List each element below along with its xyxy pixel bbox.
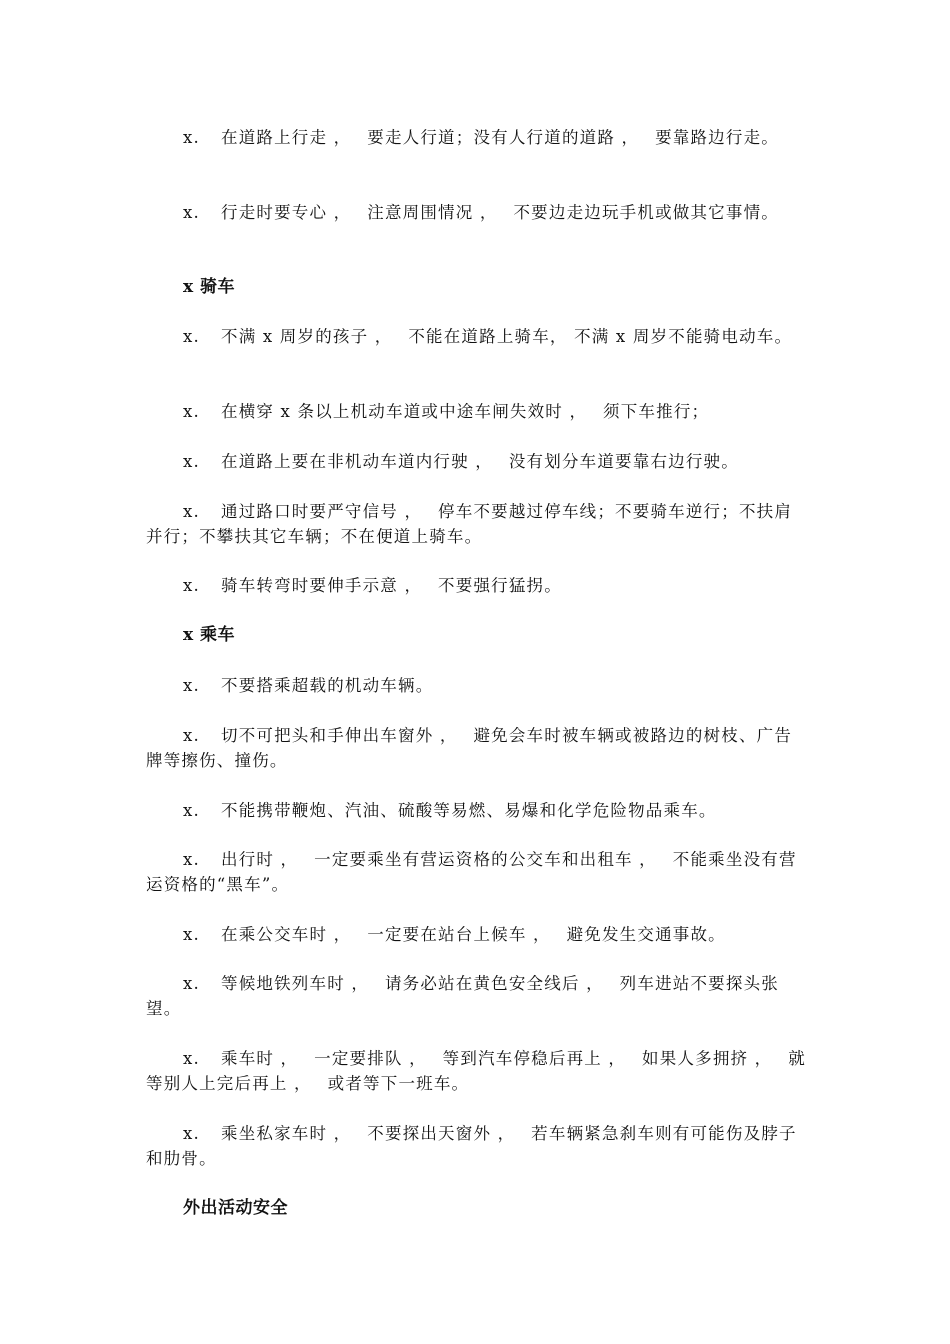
riding-item-2 xyxy=(146,723,808,773)
section-heading-outdoor: 外出活动安全 xyxy=(183,1198,288,1218)
item-number: x. xyxy=(183,402,200,421)
item-number: x. xyxy=(183,801,200,820)
riding-item-6 xyxy=(146,971,808,1021)
item-text: 骑车转弯时要伸手示意 ， 不要强行猛拐。 xyxy=(221,576,562,595)
riding-item-1 xyxy=(146,673,808,698)
item-number: x. xyxy=(183,1049,200,1068)
item-number: x. xyxy=(183,502,200,521)
item-number: x. xyxy=(183,203,200,222)
riding-item-5 xyxy=(146,922,808,947)
item-text: 在乘公交车时 ， 一定要在站台上候车 ， 避免发生交通事故。 xyxy=(221,925,726,944)
riding-item-3 xyxy=(146,798,808,823)
section-heading-riding: x 乘车 xyxy=(183,625,236,645)
item-text: 在横穿 x 条以上机动车道或中途车闸失效时 ， 须下车推行； xyxy=(221,402,710,421)
item-text: 出行时 ， 一定要乘坐有营运资格的公交车和出租车 ， 不能乘坐没有营运资格的“黑车”。 xyxy=(146,850,797,894)
item-number: x. xyxy=(183,327,200,346)
item-text: 不要搭乘超载的机动车辆。 xyxy=(221,676,434,695)
item-text: 在道路上行走 ， 要走人行道；没有人行道的道路 ， 要靠路边行走。 xyxy=(221,128,779,147)
section-heading-cycling: x 骑车 xyxy=(183,277,236,297)
item-number: x. xyxy=(183,1124,200,1143)
item-text: 等候地铁列车时 ， 请务必站在黄色安全线后 ， 列车进站不要探头张望。 xyxy=(146,974,779,1018)
item-text: 行走时要专心 ， 注意周围情况 ， 不要边走边玩手机或做其它事情。 xyxy=(221,203,779,222)
item-text: 不能携带鞭炮、汽油、硫酸等易燃、易爆和化学危险物品乘车。 xyxy=(221,801,717,820)
walking-item-1 xyxy=(146,125,808,150)
item-text: 乘坐私家车时 ， 不要探出天窗外 ， 若车辆紧急刹车则有可能伤及脖子和肋骨。 xyxy=(146,1124,797,1168)
cycling-item-4 xyxy=(146,499,808,549)
item-number: x. xyxy=(183,925,200,944)
item-number: x. xyxy=(183,850,200,869)
item-number: x. xyxy=(183,974,200,993)
riding-item-8 xyxy=(146,1121,808,1171)
item-number: x. xyxy=(183,128,200,147)
riding-item-7 xyxy=(146,1046,808,1096)
item-text: 在道路上要在非机动车道内行驶 ， 没有划分车道要靠右边行驶。 xyxy=(221,452,739,471)
item-text: 切不可把头和手伸出车窗外 ， 避免会车时被车辆或被路边的树枝、广告牌等擦伤、撞伤。 xyxy=(146,726,793,770)
walking-item-2 xyxy=(146,200,808,225)
cycling-item-5 xyxy=(146,573,808,598)
cycling-item-2 xyxy=(146,399,808,424)
item-number: x. xyxy=(183,452,200,471)
cycling-item-3 xyxy=(146,449,808,474)
item-number: x. xyxy=(183,726,200,745)
riding-item-4 xyxy=(146,847,808,897)
item-text: 不满 x 周岁的孩子 ， 不能在道路上骑车， 不满 x 周岁不能骑电动车。 xyxy=(221,327,793,346)
cycling-item-1 xyxy=(146,324,808,349)
item-text: 乘车时 ， 一定要排队 ， 等到汽车停稳后再上 ， 如果人多拥挤 ， 就等别人上完后再上 ， 或者等下一班车。 xyxy=(146,1049,806,1093)
item-number: x. xyxy=(183,676,200,695)
item-text: 通过路口时要严守信号 ， 停车不要越过停车线；不要骑车逆行；不扶肩并行；不攀扶其它车辆；不在便道上骑车。 xyxy=(146,502,793,546)
item-number: x. xyxy=(183,576,200,595)
